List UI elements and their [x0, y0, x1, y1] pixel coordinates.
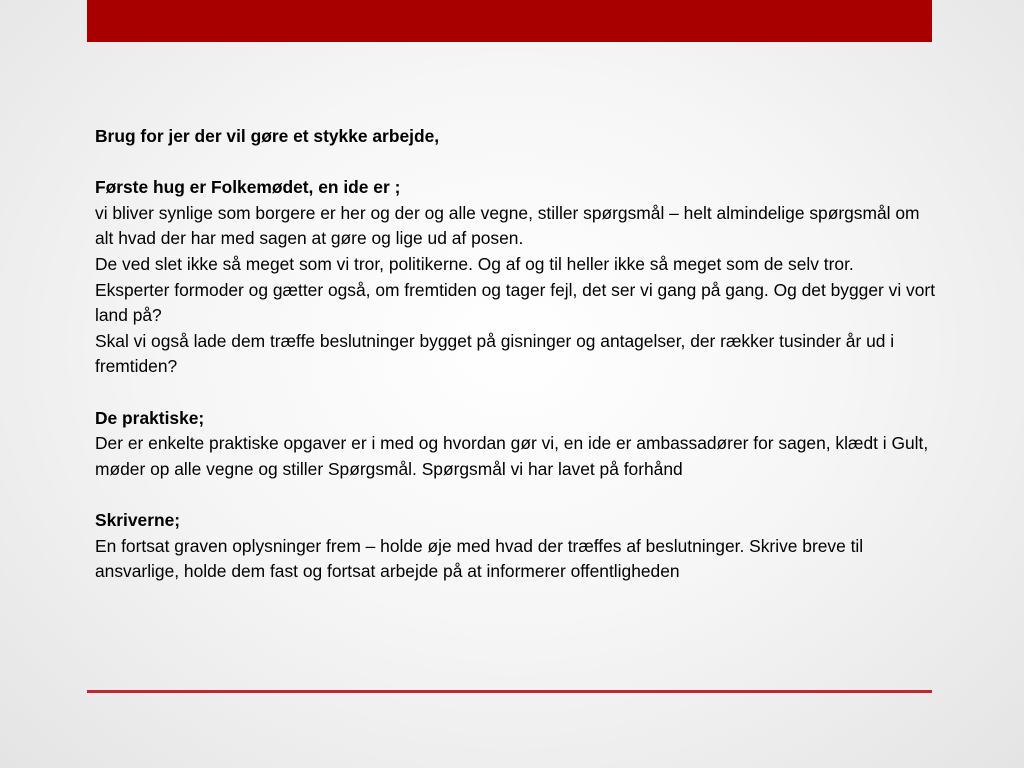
- section-heading-skriverne: Skriverne;: [95, 509, 181, 530]
- body-paragraph: vi bliver synlige som borgere er her og der og alle vegne, stiller spørgsmål – helt almindelige spørgsmål om alt hvad der har med sagen at gøre og lige ud af posen.: [95, 202, 920, 249]
- body-paragraph: En fortsat graven oplysninger frem – holde øje med hvad der træffes af beslutninger. Skrive breve til ansvarlige, holde dem fast og fortsat arbejde på at informerer offentligheden: [95, 535, 864, 582]
- body-paragraph: Der er enkelte praktiske opgaver er i med og hvordan gør vi, en ide er ambassadører for sagen, klædt i Gult, møder op alle vegne og stiller Spørgsmål. Spørgsmål vi har lavet på forhånd: [95, 433, 929, 479]
- slide-body: [95, 124, 940, 585]
- intro-heading: Brug for jer der vil gøre et stykke arbejde,: [95, 126, 440, 146]
- body-paragraph: Skal vi også lade dem træffe beslutninger bygget på gisninger og antagelser, der rækker tusinder år ud i fremtiden?: [95, 330, 895, 377]
- spacer: [95, 150, 940, 176]
- body-paragraph: Eksperter formoder og gætter også, om fremtiden og tager fejl, det ser vi gang på gang. Og det bygger vi vort land på?: [95, 279, 936, 326]
- spacer: [95, 482, 940, 508]
- top-accent-bar: [87, 0, 932, 42]
- bottom-divider: [87, 690, 932, 693]
- section-heading-folkemodet: Første hug er Folkemødet, en ide er ;: [95, 177, 401, 198]
- body-paragraph: De ved slet ikke så meget som vi tror, politikerne. Og af og til heller ikke så meget som de selv tror.: [95, 253, 854, 274]
- section-heading-praktiske: De praktiske;: [95, 407, 205, 428]
- spacer: [95, 380, 940, 406]
